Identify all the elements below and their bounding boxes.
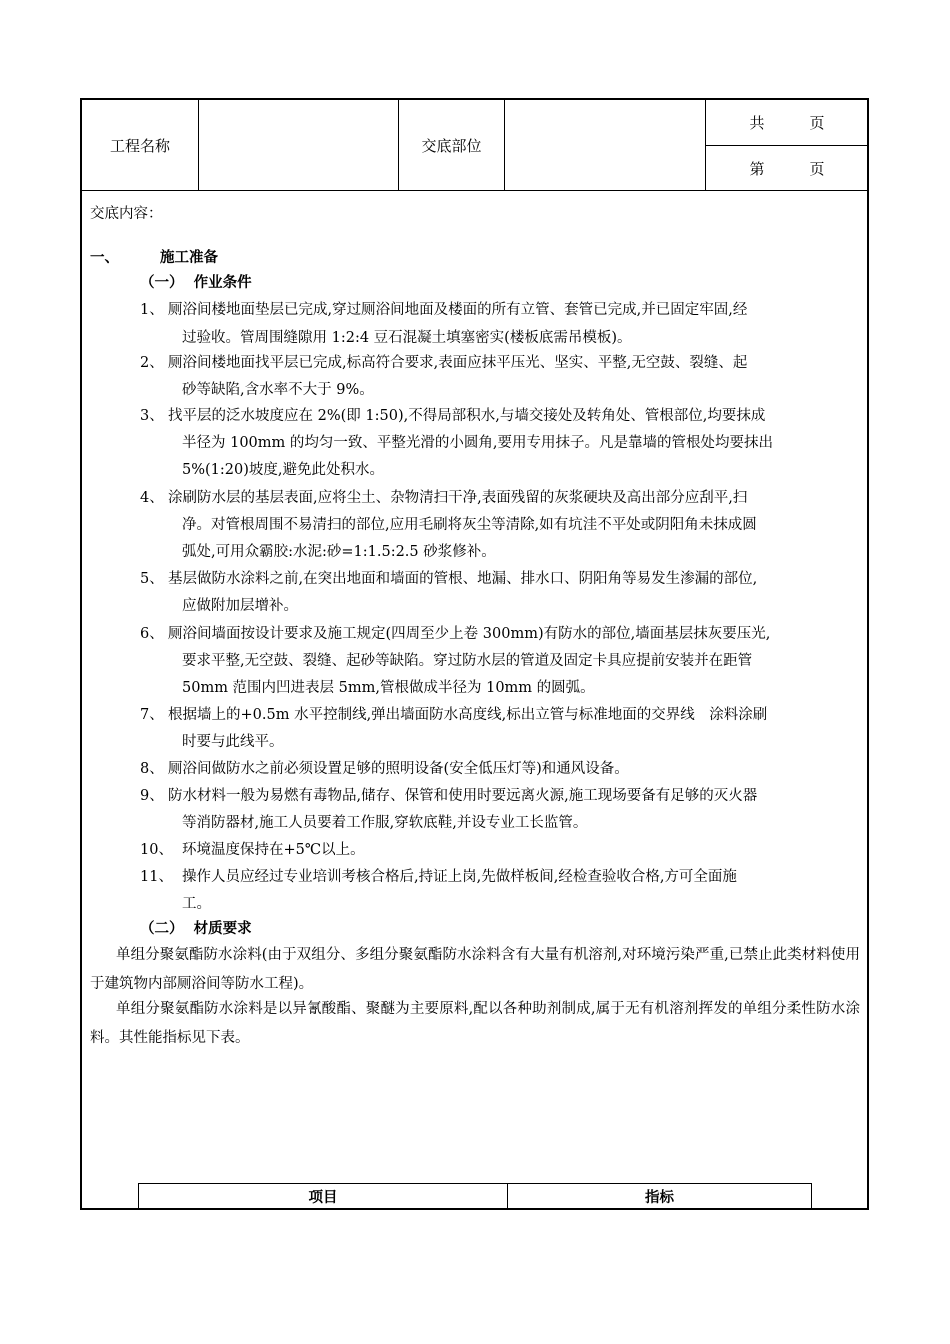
subsection-title-conditions: （一） 作业条件: [140, 274, 252, 291]
location-label: 交底部位: [421, 136, 482, 155]
item-number: 7、: [140, 707, 164, 723]
item-number: 5、: [140, 571, 164, 587]
location-value[interactable]: [505, 100, 705, 190]
item-line: 5%(1:20)坡度,避免此处积水。: [182, 462, 384, 478]
item-line: 砂等缺陷,含水率不大于 9%。: [182, 382, 374, 398]
item-number: 11、: [140, 869, 173, 885]
item-number: 6、: [140, 626, 164, 642]
item-number: 2、: [140, 355, 164, 371]
item-line: 涂刷防水层的基层表面,应将尘土、杂物清扫干净,表面残留的灰浆硬块及高出部分应刮平,扫: [168, 490, 748, 506]
item-line: 环境温度保持在+5℃以上。: [182, 842, 365, 858]
item-line: 应做附加层增补。: [182, 598, 298, 614]
item-line: 厕浴间墙面按设计要求及施工规定(四周至少上卷 300mm)有防水的部位,墙面基层抹灰要压光,: [168, 626, 771, 642]
item-line: 防水材料一般为易燃有毒物品,储存、保管和使用时要远离火源,施工现场要备有足够的灭火器: [168, 788, 758, 804]
section-title: 施工准备: [160, 249, 218, 266]
item-line: 弧处,可用众霸胶:水泥:砂=1:1.5:2.5 砂浆修补。: [182, 544, 496, 560]
item-number: 10、: [140, 842, 173, 858]
table-header-index: 指标: [645, 1188, 674, 1206]
item-line: 过验收。管周围缝隙用 1:2:4 豆石混凝土填塞密实(楼板底需吊模板)。: [182, 330, 632, 346]
materials-paragraph-1: 单组分聚氨酯防水涂料(由于双组分、多组分聚氨酯防水涂料含有大量有机溶剂,对环境污染严重,已禁止此类材料使用于建筑物内部厕浴间等防水工程)。: [90, 947, 860, 992]
item-line: 找平层的泛水坡度应在 2%(即 1:50),不得局部积水,与墙交接处及转角处、管根部位,均要抹成: [168, 408, 766, 424]
content-label: 交底内容：: [90, 206, 163, 222]
materials-paragraph-2: 单组分聚氨酯防水涂料是以异氰酸酯、聚醚为主要原料,配以各种助剂制成,属于无有机溶剂挥发的单组分柔性防水涂料。其性能指标见下表。: [90, 1001, 860, 1046]
item-line: 基层做防水涂料之前,在突出地面和墙面的管根、地漏、排水口、阴阳角等易发生渗漏的部位,: [168, 571, 758, 587]
page-number: 第 页: [749, 159, 825, 178]
section-number: 一、: [90, 249, 119, 266]
project-name-value[interactable]: [199, 100, 398, 190]
header-bottom-line: [81, 190, 868, 191]
item-number: 9、: [140, 788, 164, 804]
item-line: 半径为 100mm 的均匀一致、平整光滑的小圆角,要用专用抹子。凡是靠墙的管根处均要抹出: [182, 435, 773, 451]
item-line: 时要与此线平。: [182, 734, 284, 750]
item-line: 要求平整,无空鼓、裂缝、起砂等缺陷。穿过防水层的管道及固定卡具应提前安装并在距管: [182, 653, 753, 669]
total-pages: 共 页: [749, 114, 825, 132]
item-line: 工。: [182, 896, 211, 912]
item-number: 4、: [140, 490, 164, 506]
item-line: 净。对管根周围不易清扫的部位,应用毛刷将灰尘等清除,如有坑洼不平处或阴阳角未抹成圆: [182, 517, 757, 533]
item-line: 厕浴间楼地面找平层已完成,标高符合要求,表面应抹平压光、坚实、平整,无空鼓、裂缝、起: [168, 355, 748, 371]
item-line: 厕浴间做防水之前必须设置足够的照明设备(安全低压灯等)和通风设备。: [168, 761, 629, 777]
item-line: 50mm 范围内凹进表层 5mm,管根做成半径为 10mm 的圆弧。: [182, 680, 595, 696]
item-line: 等消防器材,施工人员要着工作服,穿软底鞋,并设专业工长监管。: [182, 815, 588, 831]
item-line: 操作人员应经过专业培训考核合格后,持证上岗,先做样板间,经检查验收合格,方可全面施: [182, 869, 737, 885]
item-line: 根据墙上的+0.5m 水平控制线,弹出墙面防水高度线,标出立管与标准地面的交界线 涂料涂刷: [168, 707, 768, 723]
item-line: 厕浴间楼地面垫层已完成,穿过厕浴间地面及楼面的所有立管、套管已完成,并已固定牢固,经: [168, 302, 748, 318]
item-number: 3、: [140, 408, 164, 424]
subsection-title-materials: （二） 材质要求: [140, 920, 252, 937]
properties-table-header: [138, 1183, 812, 1209]
project-name-label: 工程名称: [109, 136, 170, 155]
table-header-item: 项目: [139, 1184, 508, 1208]
item-number: 1、: [140, 302, 164, 318]
item-number: 8、: [140, 761, 164, 777]
